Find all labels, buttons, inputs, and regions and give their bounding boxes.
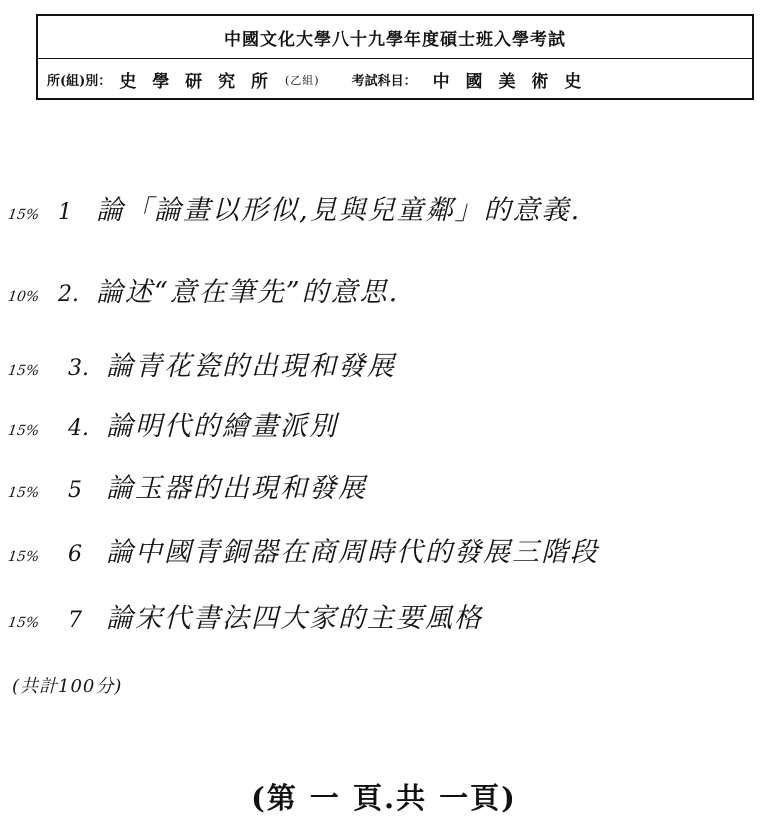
question-4 <box>8 404 338 443</box>
question-3-weight: 15% <box>6 363 41 379</box>
question-3 <box>8 344 396 383</box>
question-1-text: 論「論畫以形似,見與兒童鄰」的意義. <box>96 195 582 226</box>
question-7-text: 論宋代書法四大家的主要風格 <box>106 603 483 634</box>
question-4-number: 4. <box>68 416 89 441</box>
question-2-weight: 10% <box>6 289 41 305</box>
question-4-text: 論明代的繪畫派別 <box>106 411 338 442</box>
question-6-weight: 15% <box>6 549 41 565</box>
question-3-number: 3. <box>68 356 89 381</box>
question-6 <box>8 530 599 569</box>
question-5-weight: 15% <box>6 485 41 501</box>
question-5 <box>8 466 367 505</box>
question-7-weight: 15% <box>6 615 41 631</box>
exam-info-row <box>38 59 752 100</box>
page-indicator: (第 一 頁.共 一頁) <box>251 781 517 815</box>
question-2-text: 論述“意在筆先”的意思. <box>96 277 400 308</box>
question-1 <box>8 188 581 227</box>
question-6-text: 論中國青銅器在商周時代的發展三階段 <box>106 537 599 568</box>
subject-value: 中 國 美 術 史 <box>432 72 587 92</box>
subject-label: 考試科目： <box>351 74 417 89</box>
question-1-number: 1 <box>58 200 72 225</box>
question-7 <box>8 596 483 635</box>
exam-title: 中國文化大學八十九學年度碩士班入學考試 <box>38 16 752 59</box>
question-5-number: 5 <box>68 478 82 503</box>
question-6-number: 6 <box>68 542 82 567</box>
question-3-text: 論青花瓷的出現和發展 <box>106 351 396 382</box>
question-4-weight: 15% <box>6 423 41 439</box>
department-label: 所(組)別： <box>47 74 112 89</box>
question-2 <box>8 270 399 309</box>
question-5-text: 論玉器的出現和發展 <box>106 473 367 504</box>
department-value: 史 學 研 究 所 <box>119 72 273 92</box>
question-7-number: 7 <box>68 608 82 633</box>
total-score-note: (共計100分) <box>12 676 123 697</box>
question-2-number: 2. <box>58 282 79 307</box>
question-1-weight: 15% <box>6 207 41 223</box>
exam-header-box <box>36 14 754 100</box>
department-group: (乙組) <box>285 73 320 87</box>
